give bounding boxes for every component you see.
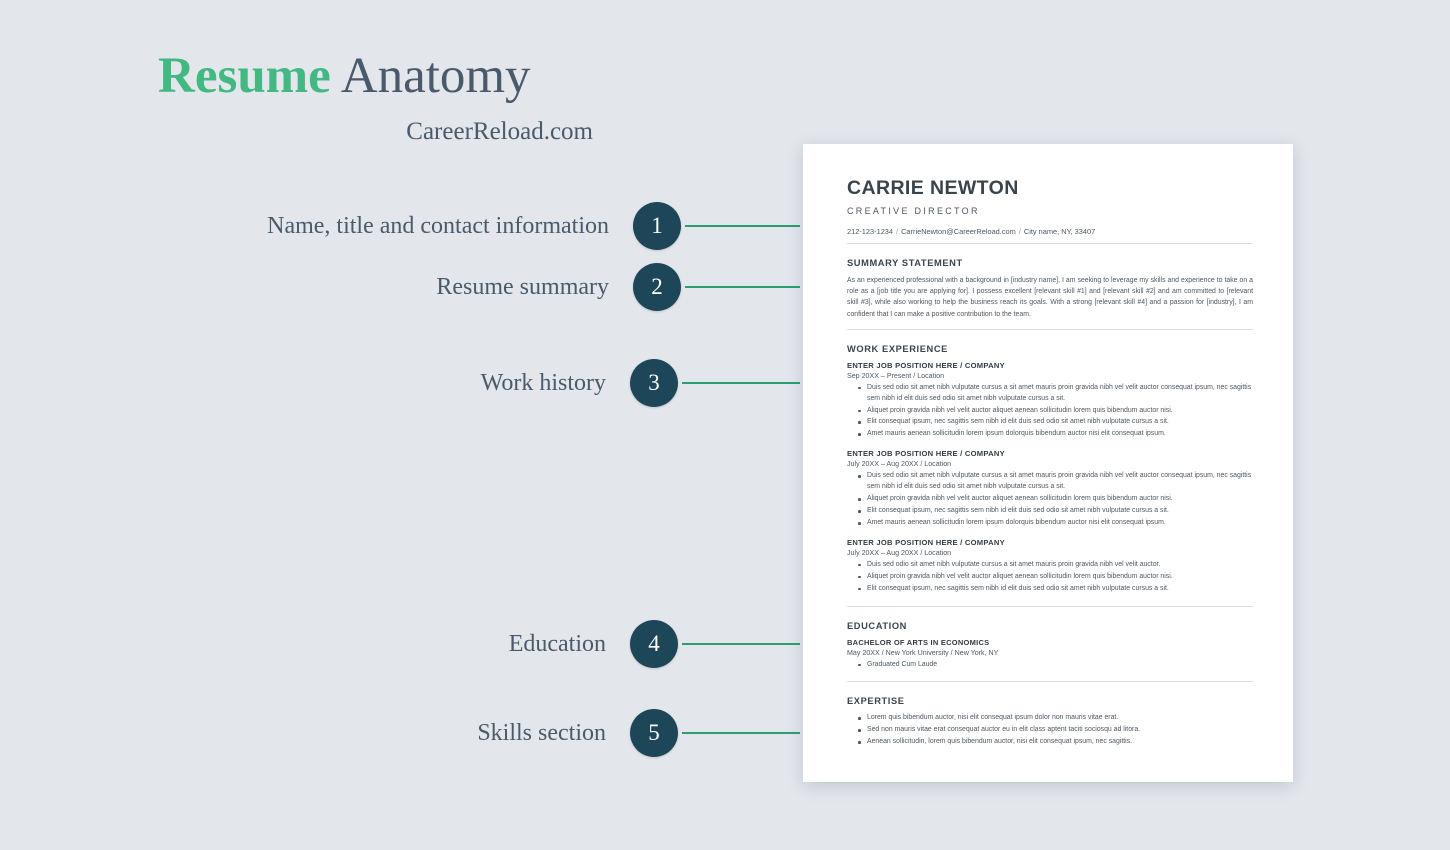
callout-item-3: [100, 357, 800, 409]
work-entry: [847, 361, 1253, 441]
job-bullet: Aliquet proin gravida nibh vel velit auctor aliquet aenean sollicitudin lorem quis bibendum auctor nisi.: [861, 494, 1253, 505]
callout-connector-3: [682, 382, 800, 384]
job-bullets: [847, 560, 1253, 595]
job-bullet: Duis sed odio sit amet nibh vulputate cursus a sit amet mauris proin gravida nibh vel velit auctor consequat ipsum, nec sagittis sem nibh id elit duis sed odio sit amet nibh vulputate cursus a sit.: [861, 383, 1253, 405]
contact-separator-1: /: [896, 227, 899, 236]
expertise-bullets: [847, 713, 1253, 748]
job-meta: Sep 20XX – Present / Location: [847, 371, 945, 380]
section-divider: [847, 606, 1253, 607]
callout-label-1: Name, title and contact information: [267, 212, 609, 239]
resume-contact-line: [847, 227, 1253, 244]
job-bullet: Amet mauris aenean sollicitudin lorem ipsum dolorquis bibendum auctor nisi elit consequat ipsum.: [861, 518, 1253, 529]
job-bullet: Duis sed odio sit amet nibh vulputate cursus a sit amet mauris proin gravida nibh vel velit auctor consequat ipsum, nec sagittis sem nibh id elit duis sed odio sit amet nibh vulputate cursus a sit.: [861, 471, 1253, 493]
job-bullets: [847, 383, 1253, 441]
callout-connector-4: [682, 643, 800, 645]
work-entry: [847, 538, 1253, 595]
education-section-title: EDUCATION: [847, 620, 907, 631]
work-section-title: WORK EXPERIENCE: [847, 343, 948, 354]
contact-phone: 212-123-1234: [847, 227, 894, 236]
job-bullet: Aliquet proin gravida nibh vel velit auctor aliquet aenean sollicitudin lorem quis bibendum auctor nisi.: [861, 572, 1253, 583]
resume-job-title: CREATIVE DIRECTOR: [847, 206, 980, 216]
job-bullet: Elit consequat ipsum, nec sagittis sem nibh id elit duis sed odio sit amet nibh vulputate cursus a sit.: [861, 584, 1253, 595]
resume-name: CARRIE NEWTON: [847, 177, 1019, 199]
job-bullets: [847, 471, 1253, 529]
job-bullet: Elit consequat ipsum, nec sagittis sem nibh id elit duis sed odio sit amet nibh vulputate cursus a sit.: [861, 506, 1253, 517]
callout-badge-3: 3: [630, 359, 678, 407]
callout-label-2: Resume summary: [436, 273, 609, 300]
summary-section-title: SUMMARY STATEMENT: [847, 258, 963, 268]
job-bullet: Aliquet proin gravida nibh vel velit auctor aliquet aenean sollicitudin lorem quis bibendum auctor nisi.: [861, 406, 1253, 417]
callout-label-5: Skills section: [477, 719, 606, 746]
education-bullet: Graduated Cum Laude: [861, 660, 1253, 671]
job-position: ENTER JOB POSITION HERE / COMPANY: [847, 537, 1005, 547]
callout-badge-5: 5: [630, 709, 678, 757]
page-title-accent: Resume: [158, 48, 331, 104]
job-position: ENTER JOB POSITION HERE / COMPANY: [847, 360, 1005, 370]
expertise-section-title: EXPERTISE: [847, 696, 905, 707]
callout-connector-1: [685, 225, 800, 227]
callout-item-2: [100, 261, 800, 313]
callout-label-4: Education: [508, 630, 606, 657]
expertise-bullet: Sed non mauris vitae erat consequat auctor eu in elit class aptent taciti sociosqu ad litora.: [861, 725, 1253, 736]
callout-label-3: Work history: [480, 369, 606, 396]
contact-email: CarrieNewton@CareerReload.com: [901, 227, 1016, 236]
job-meta: July 20XX – Aug 20XX / Location: [847, 460, 952, 469]
callout-connector-5: [682, 732, 800, 734]
callout-item-1: [100, 200, 800, 252]
callout-item-4: [100, 618, 800, 670]
callout-connector-2: [685, 286, 800, 288]
education-meta: May 20XX / New York University / New York, NY: [847, 648, 999, 657]
summary-body: As an experienced professional with a background in [industry name], I am seeking to leverage my skills and experience to take on a role as a [job title you are applying for]. I possess excellent [relevant skill #1] and [relevant skill #2] and am committed to [relevant skill #3], while also working to help the business reach its goals. With a strong [relevant skill #4] and a passion for [industry], I am confident that I can make a positive contribution to the team.: [847, 275, 1253, 330]
job-bullet: Amet mauris aenean sollicitudin lorem ipsum dolorquis bibendum auctor nisi elit consequat ipsum.: [861, 429, 1253, 440]
job-meta: July 20XX – Aug 20XX / Location: [847, 548, 952, 557]
callout-badge-4: 4: [630, 620, 678, 668]
job-bullet: Duis sed odio sit amet nibh vulputate cursus a sit amet mauris proin gravida nibh vel velit auctor.: [861, 560, 1253, 571]
page-title-rest: Anatomy: [330, 48, 531, 104]
work-entry: [847, 449, 1253, 529]
resume-preview: [803, 144, 1293, 782]
education-bullets: [847, 660, 1253, 671]
job-bullet: Elit consequat ipsum, nec sagittis sem nibh id elit duis sed odio sit amet nibh vulputate cursus a sit.: [861, 417, 1253, 428]
expertise-bullet: Aenean sollicitudin, lorem quis bibendum auctor, nisi elit consequat ipsum, nec sagittis.: [861, 737, 1253, 748]
section-divider: [847, 681, 1253, 682]
education-degree: BACHELOR OF ARTS IN ECONOMICS: [847, 637, 990, 647]
job-position: ENTER JOB POSITION HERE / COMPANY: [847, 449, 1005, 459]
expertise-bullet: Lorem quis bibendum auctor, nisi elit consequat ipsum dolor non mauris vitae erat.: [861, 713, 1253, 724]
callout-badge-1: 1: [633, 202, 681, 250]
callout-badge-2: 2: [633, 263, 681, 311]
contact-location: City name, NY, 33407: [1023, 227, 1096, 236]
callout-item-5: [100, 707, 800, 759]
contact-separator-2: /: [1018, 227, 1021, 236]
site-subtitle: CareerReload.com: [406, 117, 593, 145]
